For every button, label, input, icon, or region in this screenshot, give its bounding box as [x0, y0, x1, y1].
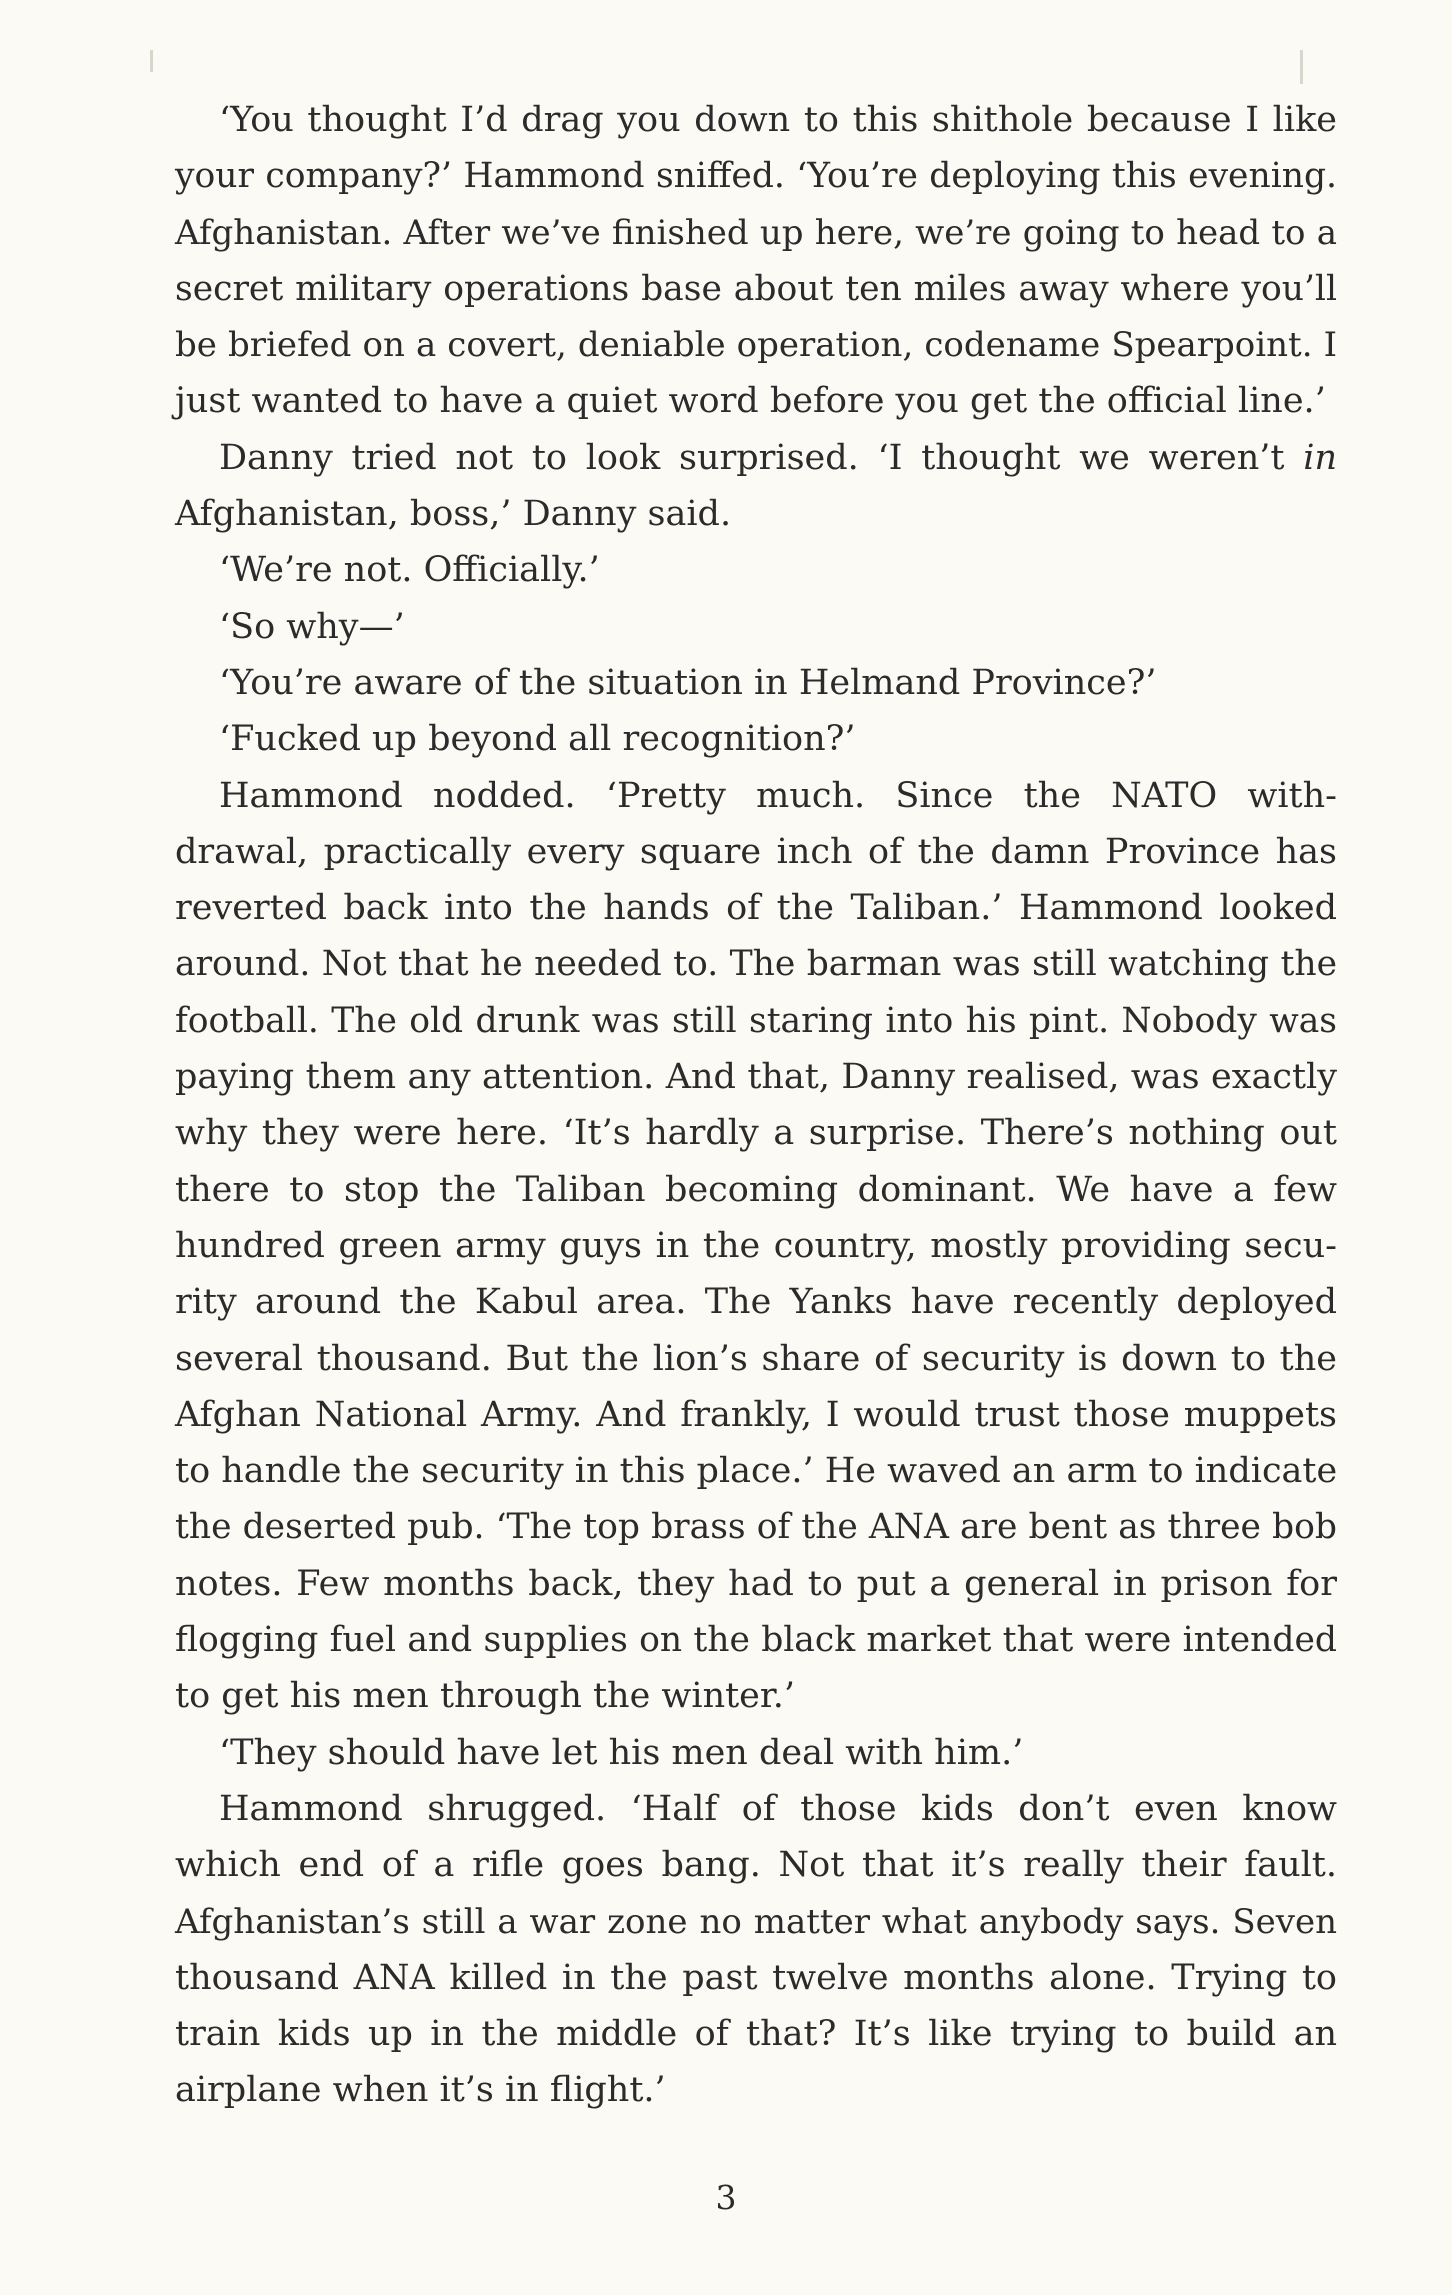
- text-line: paying them any attention. And that, Danny realised, was exactly: [175, 1057, 1337, 1098]
- page-number: 3: [715, 2178, 737, 2217]
- text-line: ‘We’re not. Officially.’: [219, 550, 600, 591]
- text-line: Afghanistan. After we’ve finished up here, we’re going to head to a: [175, 212, 1337, 253]
- text-line: Afghanistan, boss,’ Danny said.: [175, 494, 732, 535]
- margin-mark: [150, 50, 153, 72]
- text-line: football. The old drunk was still staring into his pint. Nobody was: [175, 1000, 1337, 1041]
- text-line: ‘You’re aware of the situation in Helmand Province?’: [219, 662, 1157, 703]
- text-line: secret military operations base about ten miles away where you’ll: [175, 268, 1337, 309]
- text-line: airplane when it’s in flight.’: [175, 2070, 666, 2111]
- text-line: rity around the Kabul area. The Yanks have recently deployed: [175, 1282, 1337, 1323]
- text-line: which end of a rifle goes bang. Not that it’s really their fault.: [175, 1845, 1337, 1886]
- text-line: drawal, practically every square inch of the damn Province has: [175, 831, 1337, 872]
- text-line: Hammond nodded. ‘Pretty much. Since the NATO with-: [219, 775, 1337, 816]
- text-line: just wanted to have a quiet word before you get the official line.’: [175, 381, 1326, 422]
- text-line: your company?’ Hammond sniffed. ‘You’re deploying this evening.: [175, 156, 1337, 197]
- text-line: ‘They should have let his men deal with him.’: [219, 1732, 1024, 1773]
- text-line: there to stop the Taliban becoming dominant. We have a few: [175, 1169, 1337, 1210]
- text-line: notes. Few months back, they had to put a general in prison for: [175, 1563, 1337, 1604]
- text-line: ‘You thought I’d drag you down to this shithole because I like: [219, 100, 1337, 140]
- text-line: why they were here. ‘It’s hardly a surprise. There’s nothing out: [175, 1113, 1337, 1154]
- body-text: [175, 92, 1337, 2119]
- text-line: the deserted pub. ‘The top brass of the ANA are bent as three bob: [175, 1507, 1337, 1548]
- text-line: Afghanistan’s still a war zone no matter what anybody says. Seven: [175, 1901, 1337, 1942]
- text-line: to handle the security in this place.’ He waved an arm to indicate: [175, 1451, 1338, 1492]
- text-line: flogging fuel and supplies on the black market that were intended: [175, 1620, 1337, 1661]
- text-line: Danny tried not to look surprised. ‘I thought we weren’t in: [219, 437, 1337, 478]
- emphasis-word: in: [1303, 437, 1337, 478]
- text-line: several thousand. But the lion’s share of security is down to the: [175, 1338, 1337, 1379]
- text-line: to get his men through the winter.’: [175, 1676, 796, 1717]
- text-line: be briefed on a covert, deniable operation, codename Spearpoint. I: [175, 325, 1337, 366]
- text-line: Hammond shrugged. ‘Half of those kids don’t even know: [219, 1788, 1337, 1829]
- text-line: around. Not that he needed to. The barman was still watching the: [175, 944, 1337, 985]
- margin-mark: [1300, 50, 1303, 84]
- text-line: ‘So why—’: [219, 606, 405, 647]
- text-line: reverted back into the hands of the Taliban.’ Hammond looked: [175, 888, 1337, 929]
- text-line: Afghan National Army. And frankly, I would trust those muppets: [175, 1394, 1337, 1435]
- text-line: thousand ANA killed in the past twelve months alone. Trying to: [175, 1957, 1337, 1998]
- text-line: ‘Fucked up beyond all recognition?’: [219, 719, 856, 760]
- text-line: train kids up in the middle of that? It’s like trying to build an: [175, 2014, 1337, 2055]
- text-line: hundred green army guys in the country, mostly providing secu-: [175, 1225, 1337, 1266]
